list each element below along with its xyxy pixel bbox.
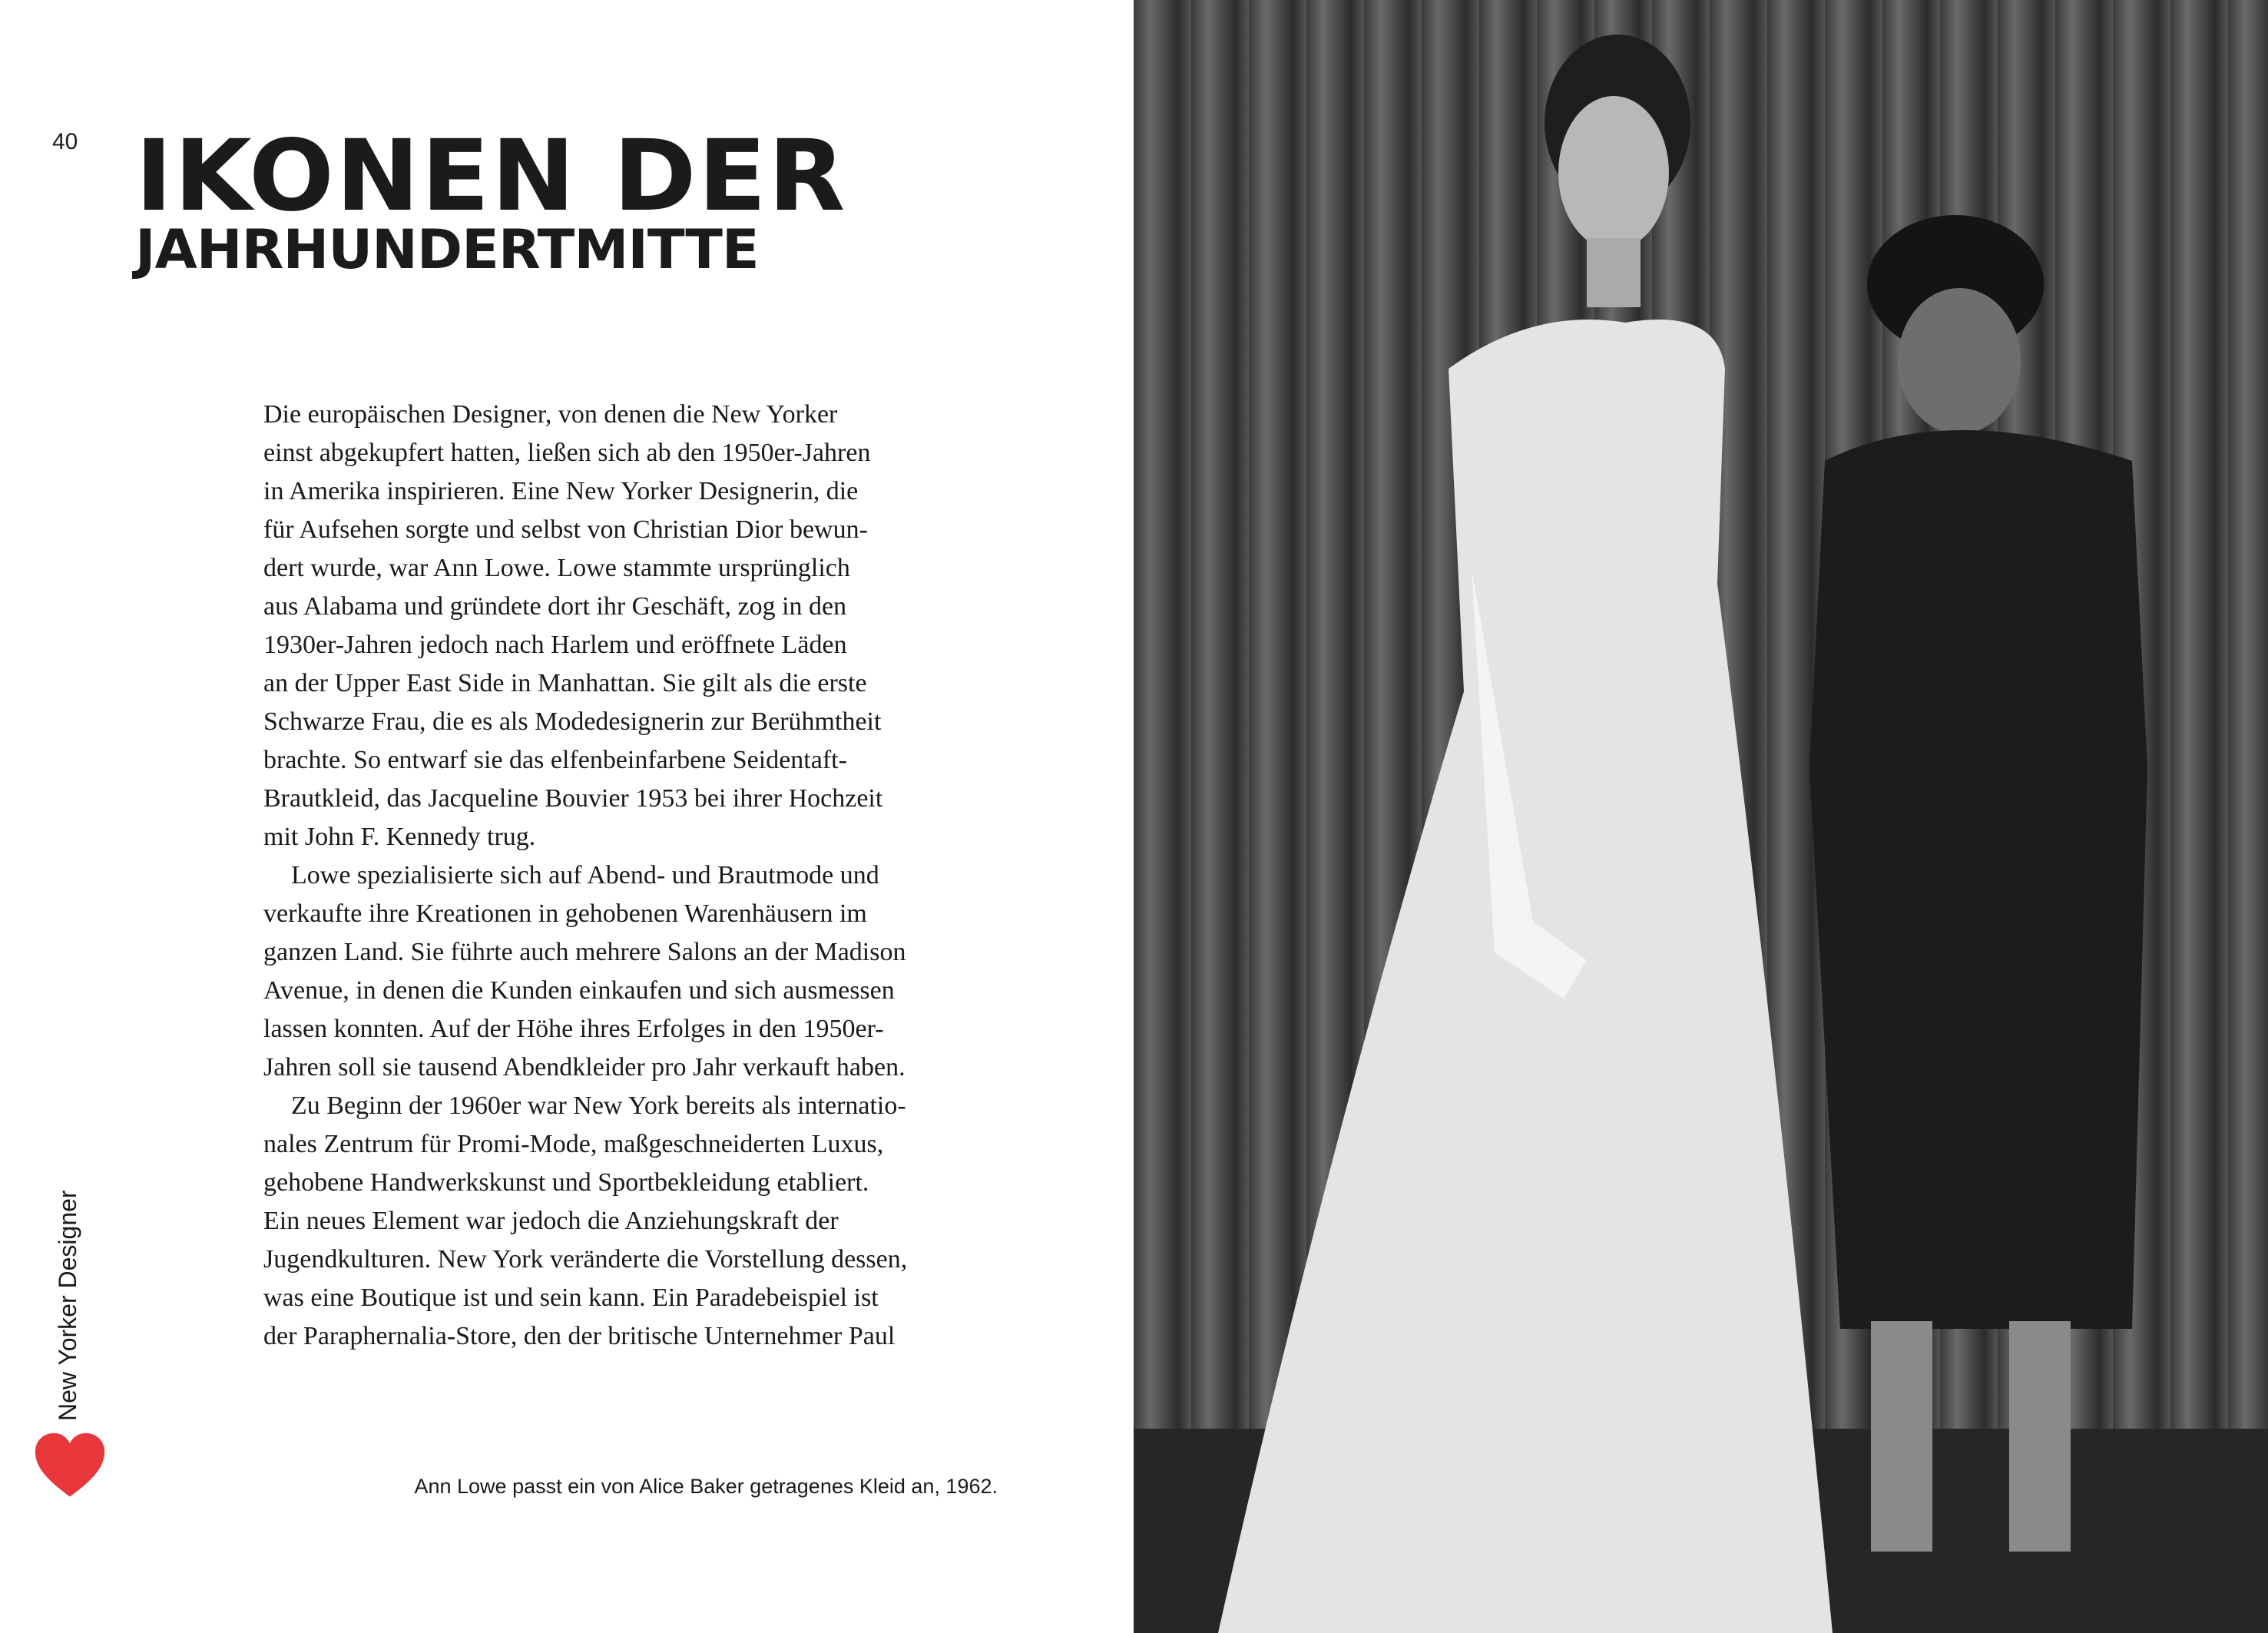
section-label: New Yorker Designer: [54, 1190, 81, 1421]
body-line: was eine Boutique ist und sein kann. Ein Paradebeispiel ist: [263, 1284, 879, 1312]
body-line: für Aufsehen sorgte und selbst von Christian Dior bewun-: [263, 515, 868, 544]
body-line: der Paraphernalia-Store, den der britische Unternehmer Paul: [263, 1322, 896, 1350]
photo: [1134, 0, 2268, 1633]
title-line-2: JAHRHUNDERTMITTE: [135, 218, 759, 281]
body-line: brachte. So entwarf sie das elfenbeinfarbene Seidentaft-: [263, 746, 847, 774]
body-line: einst abgekupfert hatten, ließen sich ab den 1950er-Jahren: [263, 439, 871, 467]
body-line: Lowe spezialisierte sich auf Abend- und Brautmode und: [291, 861, 879, 889]
body-line: verkaufte ihre Kreationen in gehobenen Warenhäusern im: [263, 899, 867, 928]
body-line: lassen konnten. Auf der Höhe ihres Erfolges in den 1950er-: [263, 1015, 884, 1043]
body-line: Jahren soll sie tausend Abendkleider pro Jahr verkauft haben.: [263, 1053, 906, 1081]
body-text: [263, 396, 1016, 1356]
body-line: Zu Beginn der 1960er war New York bereits als internatio-: [291, 1091, 906, 1120]
body-line: aus Alabama und gründete dort ihr Geschäft, zog in den: [263, 592, 847, 621]
body-line: Die europäischen Designer, von denen die New Yorker: [263, 400, 838, 429]
heart-icon: [34, 1430, 106, 1502]
body-line: 1930er-Jahren jedoch nach Harlem und eröffnete Läden: [263, 631, 847, 659]
body-line: Jugendkulturen. New York veränderte die Vorstellung dessen,: [263, 1245, 908, 1274]
body-line: an der Upper East Side in Manhattan. Sie gilt als die erste: [263, 669, 867, 697]
body-line: dert wurde, war Ann Lowe. Lowe stammte ursprünglich: [263, 554, 850, 582]
photo-caption: Ann Lowe passt ein von Alice Baker getragenes Kleid an, 1962.: [414, 1475, 998, 1498]
title-line-1: IKONEN DER: [135, 119, 847, 234]
body-line: gehobene Handwerkskunst und Sportbekleidung etabliert.: [263, 1168, 869, 1197]
body-line: in Amerika inspirieren. Eine New Yorker Designerin, die: [263, 477, 859, 505]
body-line: Ein neues Element war jedoch die Anziehungskraft der: [263, 1207, 839, 1235]
body-line: nales Zentrum für Promi-Mode, maßgeschneiderten Luxus,: [263, 1130, 884, 1158]
body-line: Brautkleid, das Jacqueline Bouvier 1953 bei ihrer Hochzeit: [263, 784, 883, 813]
body-line: mit John F. Kennedy trug.: [263, 823, 536, 851]
photo-illustration: [1134, 0, 2268, 1633]
body-line: ganzen Land. Sie führte auch mehrere Salons an der Madison: [263, 938, 906, 966]
body-line: Schwarze Frau, die es als Modedesignerin zur Berühmtheit: [263, 707, 882, 736]
page-number: 40: [52, 129, 78, 154]
body-line: Avenue, in denen die Kunden einkaufen und sich ausmessen: [263, 976, 895, 1005]
